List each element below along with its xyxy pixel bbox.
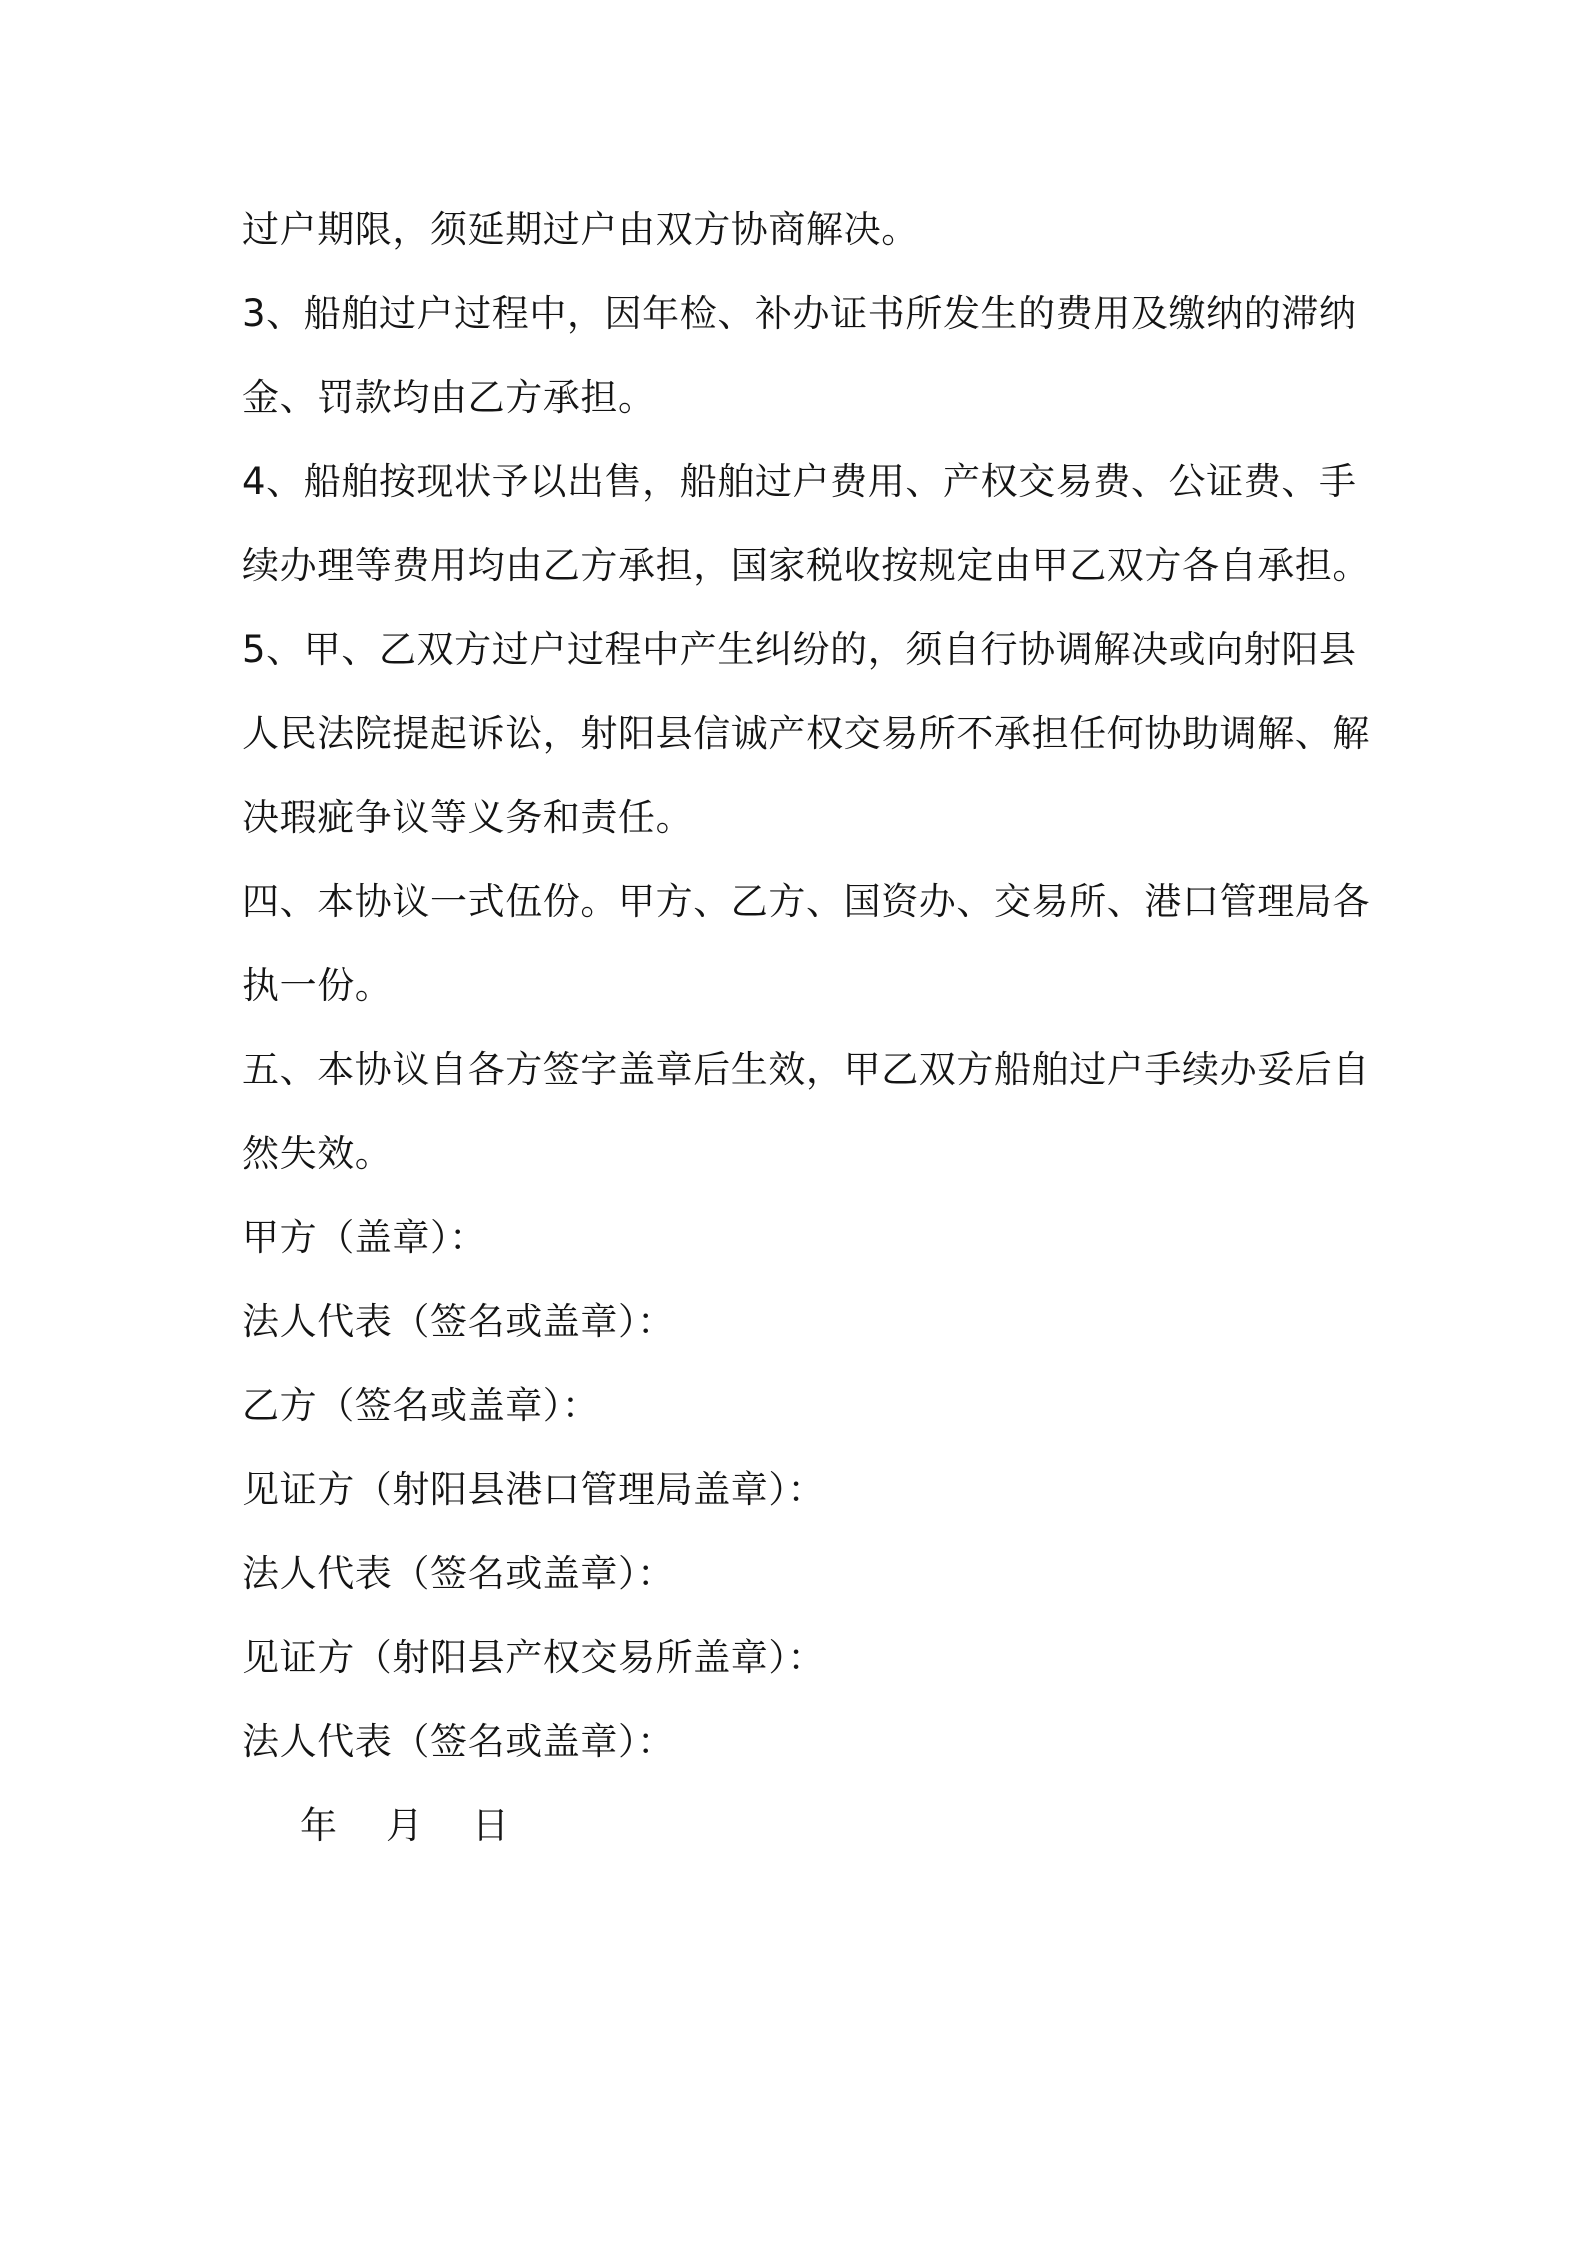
text-line: 金、罚款均由乙方承担。	[242, 376, 656, 419]
text-line: 5、甲、乙双方过户过程中产生纠纷的，须自行协调解决或向射阳县	[242, 628, 1357, 671]
date-line	[300, 1801, 1420, 1851]
party-a-representative-line: 法人代表（签名或盖章）：	[242, 1300, 675, 1343]
party-b-signature-line: 乙方（签名或盖章）：	[242, 1384, 600, 1427]
text-line: 3、船舶过户过程中，因年检、补办证书所发生的费用及缴纳的滞纳	[242, 292, 1357, 335]
text-line: 决瑕疵争议等义务和责任。	[242, 796, 694, 839]
text-line: 人民法院提起诉讼，射阳县信诚产权交易所不承担任何协助调解、解	[242, 712, 1370, 755]
text-line: 过户期限，须延期过户由双方协商解决。	[242, 208, 919, 251]
text-line: 然失效。	[242, 1132, 393, 1175]
text-line: 四、本协议一式伍份。甲方、乙方、国资办、交易所、港口管理局各	[242, 880, 1370, 923]
text-line: 续办理等费用均由乙方承担，国家税收按规定由甲乙双方各自承担。	[242, 544, 1370, 587]
date-year: 年	[300, 1804, 338, 1847]
witness-exchange-representative-line: 法人代表（签名或盖章）：	[242, 1720, 675, 1763]
witness-port-representative-line: 法人代表（签名或盖章）：	[242, 1552, 675, 1595]
text-line: 4、船舶按现状予以出售，船舶过户费用、产权交易费、公证费、手	[242, 460, 1357, 503]
date-month: 月	[385, 1804, 424, 1847]
witness-port-authority-line: 见证方（射阳县港口管理局盖章）：	[242, 1468, 826, 1511]
date-day: 日	[471, 1804, 510, 1847]
witness-exchange-line: 见证方（射阳县产权交易所盖章）：	[242, 1636, 826, 1679]
text-line: 执一份。	[242, 964, 393, 1007]
party-a-signature-line: 甲方（盖章）：	[242, 1216, 487, 1259]
text-line: 五、本协议自各方签字盖章后生效，甲乙双方船舶过户手续办妥后自	[242, 1048, 1370, 1091]
